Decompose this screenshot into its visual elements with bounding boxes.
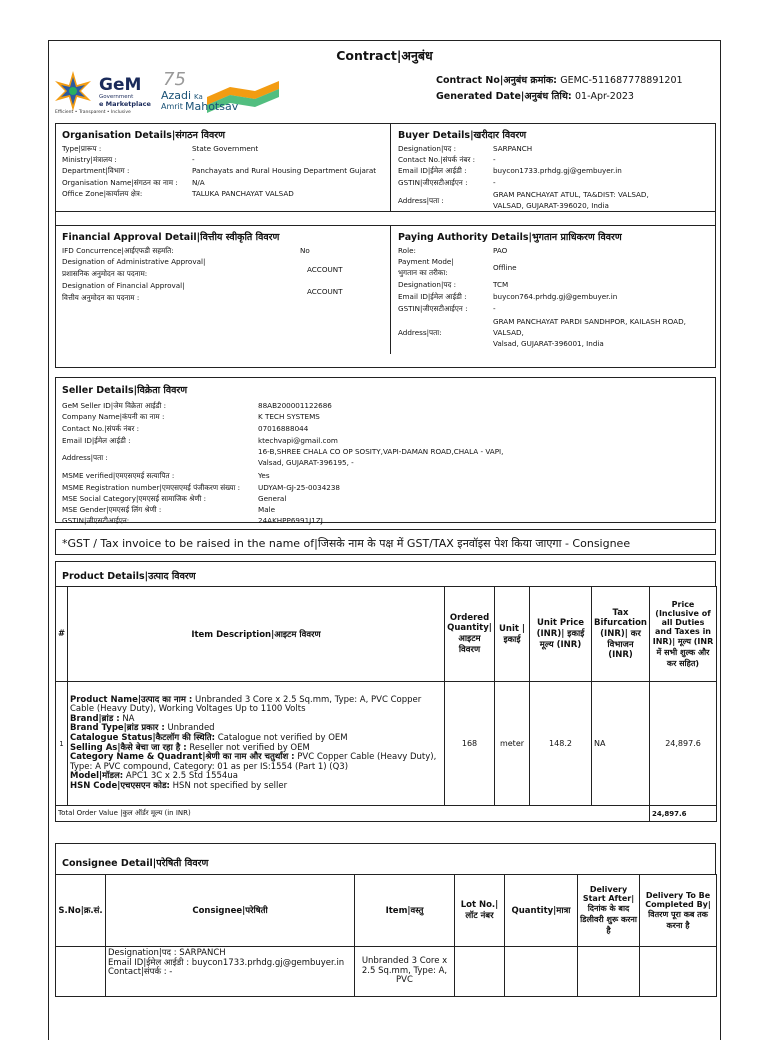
financial-paying-box	[55, 225, 716, 355]
paying-desig-value: TCM	[493, 280, 509, 289]
buyer-address-label: Address|पता :	[398, 196, 444, 205]
col-num-header: #	[56, 587, 68, 682]
gem-logo-sub2: e Marketplace	[99, 100, 151, 108]
consignee-title-box	[55, 843, 716, 875]
mse-social-value: General	[258, 494, 287, 503]
item-qty: 168	[445, 682, 495, 806]
consignee-item: Unbranded 3 Core x 2.5 Sq.mm, Type: A, PVC	[355, 947, 455, 997]
item-num: 1	[56, 682, 68, 806]
mse-gender-value: Male	[258, 505, 276, 514]
buyer-gstin-value: -	[493, 178, 496, 187]
col-lot-header: Lot No.| लॉट नंबर	[455, 875, 505, 947]
org-office-value: TALUKA PANCHAYAT VALSAD	[192, 189, 294, 198]
buyer-email-value: buycon1733.prhdg.gj@gembuyer.in	[493, 166, 622, 175]
org-dept-value: Panchayats and Rural Housing Department Gujarat	[192, 166, 377, 175]
generated-date-label: Generated Date|अनुबंध तिथि:	[436, 91, 572, 102]
seller-company-value: K TECH SYSTEMS	[258, 412, 320, 421]
table-row	[56, 682, 717, 806]
buyer-contact-label: Contact No.|संपर्क नंबर :	[398, 155, 476, 164]
col-sno-header: S.No|क्र.सं.	[56, 875, 106, 947]
buyer-email-label: Email ID|ईमेल आईडी :	[398, 166, 467, 175]
product-header-row	[56, 587, 717, 682]
consignee-lot-cell	[455, 947, 505, 997]
org-ministry-label: Ministry|मंत्रालय :	[62, 155, 117, 164]
product-name-value: Unbranded 3 Core x 2.5 Sq.mm, Type: A, PVC Copper Cable (Heavy Duty), Working Voltages Up to 1100 Volts	[70, 694, 422, 715]
org-title: Organisation Details|संगठन विवरण	[62, 130, 226, 141]
col-consignee-header: Consignee|परेषिती	[106, 875, 355, 947]
gem-logo-sub1: Government	[99, 94, 134, 100]
col-cqty-header: Quantity|मात्रा	[505, 875, 578, 947]
buyer-contact-value: -	[493, 155, 496, 164]
seller-company-label: Company Name|कंपनी का नाम :	[62, 412, 165, 421]
product-name-label: Product Name|उत्पाद का नाम :	[70, 694, 193, 705]
seller-title: Seller Details|विक्रेता विवरण	[62, 385, 188, 396]
amrit-text: Amrit	[161, 102, 183, 111]
product-title-box	[55, 561, 716, 587]
col-complete-header: Delivery To Be Completed By| वितरण पूरा कब तक करना है	[640, 875, 717, 947]
generated-date	[436, 89, 634, 102]
buyer-address-line2: VALSAD, GUJARAT-396020, India	[493, 201, 609, 210]
consignee-sno-cell	[56, 947, 106, 997]
item-description	[68, 682, 445, 806]
paying-role-value: PAO	[493, 246, 508, 255]
seller-box	[55, 377, 716, 523]
buyer-desig-label: Designation|पद :	[398, 144, 457, 153]
admin-approval-label2: प्रशासनिक अनुमोदन का पदनाम:	[62, 269, 148, 278]
buyer-title: Buyer Details|खरीदार विवरण	[398, 130, 527, 141]
consignee-title: Consignee Detail|परेषिती विवरण	[62, 858, 209, 869]
seller-address-line1: 16-B,SHREE CHALA CO OP SOSITY,VAPI-DAMAN ROAD,CHALA - VAPI,	[258, 447, 504, 456]
ka-text: Ka	[194, 93, 203, 101]
category-label: Category Name & Quadrant|श्रेणी का नाम और चतुर्थांश :	[70, 752, 295, 763]
item-tax: NA	[592, 682, 650, 806]
fin-approval-label2: वित्तीय अनुमोदन का पदनाम :	[62, 293, 140, 302]
hsn-value: HSN not specified by seller	[172, 780, 288, 791]
gem-azadi-logo	[55, 67, 295, 119]
azadi-75-text: 75	[163, 69, 186, 90]
consignee-cell	[106, 947, 355, 997]
category-value: PVC Copper Cable (Heavy Duty), Type: A PVC compound, Category: 01 as per IS:1554 (Part 1) (Q3)	[70, 752, 437, 772]
contract-no-value: GEMC-511687778891201	[560, 75, 683, 86]
seller-address-line2: Valsad, GUJARAT-396195, -	[258, 458, 354, 467]
model-label: Model|मॉडल:	[70, 771, 124, 782]
admin-approval-label1: Designation of Administrative Approval|	[62, 257, 206, 266]
paying-title: Paying Authority Details|भुगतान प्राधिकरण विवरण	[398, 232, 622, 243]
azadi-text: Azadi	[161, 89, 192, 102]
org-office-label: Office Zone|कार्यालय क्षेत्र:	[62, 189, 143, 198]
consignee-desig: Designation|पद : SARPANCH	[108, 948, 226, 958]
table-row	[56, 947, 717, 997]
seller-contact-label: Contact No.|संपर्क नंबर :	[62, 424, 140, 433]
org-ministry-value: -	[192, 155, 195, 164]
consignee-header-row	[56, 875, 717, 947]
paying-email-label: Email ID|ईमेल आईडी :	[398, 292, 467, 301]
paying-mode-label2: भुगतान का तरीका:	[398, 268, 448, 277]
contract-no-label: Contract No|अनुबंध क्रमांक:	[436, 75, 557, 86]
col-price-header: Unit Price (INR)| इकाई मूल्य (INR)	[530, 587, 592, 682]
brand-type-label: Brand Type|ब्रांड प्रकार :	[70, 723, 165, 734]
consignee-email: Email ID|ईमेल आईडी : buycon1733.prhdg.gj@gembuyer.in	[108, 957, 345, 968]
gst-notice-box	[55, 529, 716, 555]
msme-verified-label: MSME verified|एमएसएमई सत्यापित :	[62, 471, 175, 480]
msme-reg-value: UDYAM-GJ-25-0034238	[258, 483, 340, 492]
consignee-start-cell	[578, 947, 640, 997]
paying-desig-label: Designation|पद :	[398, 280, 457, 289]
paying-address-line2: VALSAD,	[493, 328, 524, 337]
model-value: APC1 3C x 2.5 Std 1554ua	[125, 771, 238, 782]
ifd-value: No	[300, 246, 310, 255]
item-total: 24,897.6	[650, 682, 717, 806]
seller-gstin-value: 24AKHPP6991J1ZJ	[258, 516, 323, 525]
selling-value: Reseller not verified by OEM	[189, 742, 310, 753]
paying-role-label: Role:	[398, 246, 416, 255]
buyer-gstin-label: GSTIN|जीएसटीआईएन :	[398, 178, 468, 187]
ifd-label: IFD Concurrence|आईएफडी सहमति:	[62, 246, 174, 255]
consignee-contact: Contact|संपर्क : -	[108, 967, 173, 978]
contract-document	[48, 40, 721, 1040]
col-qty-header: Ordered Quantity| आइटम विवरण	[445, 587, 495, 682]
paying-mode-value: Offline	[493, 263, 517, 272]
org-type-label: Type|प्रारूप :	[62, 144, 102, 153]
fin-approval-label1: Designation of Financial Approval|	[62, 281, 185, 290]
item-price: 148.2	[530, 682, 592, 806]
admin-approval-value: ACCOUNT	[307, 265, 343, 274]
mahotsav-text: Mahotsav	[185, 100, 239, 113]
org-name-value: N/A	[192, 178, 205, 187]
catalogue-label: Catalogue Status|कैटलॉग की स्थिति:	[70, 732, 216, 743]
org-dept-label: Department|विभाग :	[62, 166, 130, 175]
gst-notice-text: *GST / Tax invoice to be raised in the name of|जिसके नाम के पक्ष में GST/TAX इनवॉइस पेश किया जाएगा - Consignee	[62, 537, 631, 550]
total-order-label: Total Order Value |कुल ऑर्डर मूल्य (in INR)	[56, 806, 650, 822]
col-unit-header: Unit | इकाई	[495, 587, 530, 682]
brand-label: Brand|ब्रांड :	[70, 713, 120, 724]
seller-address-label: Address|पता :	[62, 453, 108, 462]
seller-email-label: Email ID|ईमेल आईडी :	[62, 436, 131, 445]
org-type-value: State Government	[192, 144, 259, 153]
item-unit: meter	[495, 682, 530, 806]
col-item-header: Item|वस्तु	[355, 875, 455, 947]
seller-contact-value: 07016888044	[258, 424, 309, 433]
paying-address-line3: Valsad, GUJARAT-396001, India	[493, 339, 604, 348]
total-order-value: 24,897.6	[650, 806, 717, 822]
selling-label: Selling As|कैसे बेचा जा रहा है :	[70, 742, 187, 753]
spacer-row	[55, 212, 716, 226]
paying-address-line1: GRAM PANCHAYAT PARDI SANDHPOR, KAILASH ROAD,	[493, 317, 686, 326]
hsn-label: HSN Code|एचएसएन कोड:	[70, 780, 170, 791]
col-total-header: Price (Inclusive of all Duties and Taxes in INR)| मूल्य (INR में सभी शुल्क और कर सहित)	[650, 587, 717, 682]
paying-mode-label1: Payment Mode|	[398, 257, 454, 266]
contract-number	[436, 73, 683, 86]
buyer-desig-value: SARPANCH	[493, 144, 533, 153]
paying-gstin-value: -	[493, 304, 496, 313]
financial-title: Financial Approval Detail|वित्तीय स्वीकृति विवरण	[62, 232, 280, 243]
seller-gstin-label: GSTIN|जीएसटीआईएन:	[62, 516, 130, 525]
brand-type-value: Unbranded	[167, 723, 215, 734]
consignee-complete-cell	[640, 947, 717, 997]
col-start-header: Delivery Start After| दिनांक के बाद डिलीवरी शुरू करना है	[578, 875, 640, 947]
product-table	[55, 586, 717, 822]
gem-logo-text: GeM	[99, 75, 142, 95]
paying-email-value: buycon764.prhdg.gj@gembuyer.in	[493, 292, 618, 301]
col-tax-header: Tax Bifurcation (INR)| कर विभाजन (INR)	[592, 587, 650, 682]
mse-gender-label: MSE Gender|एमएसई लिंग श्रेणी :	[62, 505, 162, 514]
product-title: Product Details|उत्पाद विवरण	[62, 571, 196, 582]
org-buyer-box	[55, 123, 716, 212]
org-name-label: Organisation Name|संगठन का नाम :	[62, 178, 178, 187]
brand-value: NA	[122, 713, 135, 724]
fin-approval-value: ACCOUNT	[307, 287, 343, 296]
paying-gstin-label: GSTIN|जीएसटीआईएन :	[398, 304, 468, 313]
consignee-qty-cell	[505, 947, 578, 997]
spacer-row-2	[55, 354, 716, 368]
seller-id-value: 88AB200001122686	[258, 401, 332, 410]
col-desc-header: Item Description|आइटम विवरण	[68, 587, 445, 682]
gem-tagline: Efficient • Transparent • Inclusive	[55, 110, 131, 115]
paying-address-label: Address|पता:	[398, 328, 442, 337]
seller-id-label: GeM Seller ID|जेम विक्रेता आईडी :	[62, 401, 167, 410]
mse-social-label: MSE Social Category|एमएसई सामाजिक श्रेणी :	[62, 494, 207, 503]
msme-verified-value: Yes	[258, 471, 270, 480]
document-title: Contract|अनुबंध	[336, 48, 433, 63]
buyer-address-line1: GRAM PANCHAYAT ATUL, TA&DIST: VALSAD,	[493, 190, 649, 199]
seller-email-value: ktechvapi@gmail.com	[258, 436, 338, 445]
consignee-table	[55, 874, 717, 997]
generated-date-value: 01-Apr-2023	[575, 91, 634, 102]
catalogue-value: Catalogue not verified by OEM	[217, 732, 348, 743]
msme-reg-label: MSME Registration number|एमएसएमई पंजीकरण संख्या :	[62, 483, 241, 492]
total-row	[56, 806, 717, 822]
